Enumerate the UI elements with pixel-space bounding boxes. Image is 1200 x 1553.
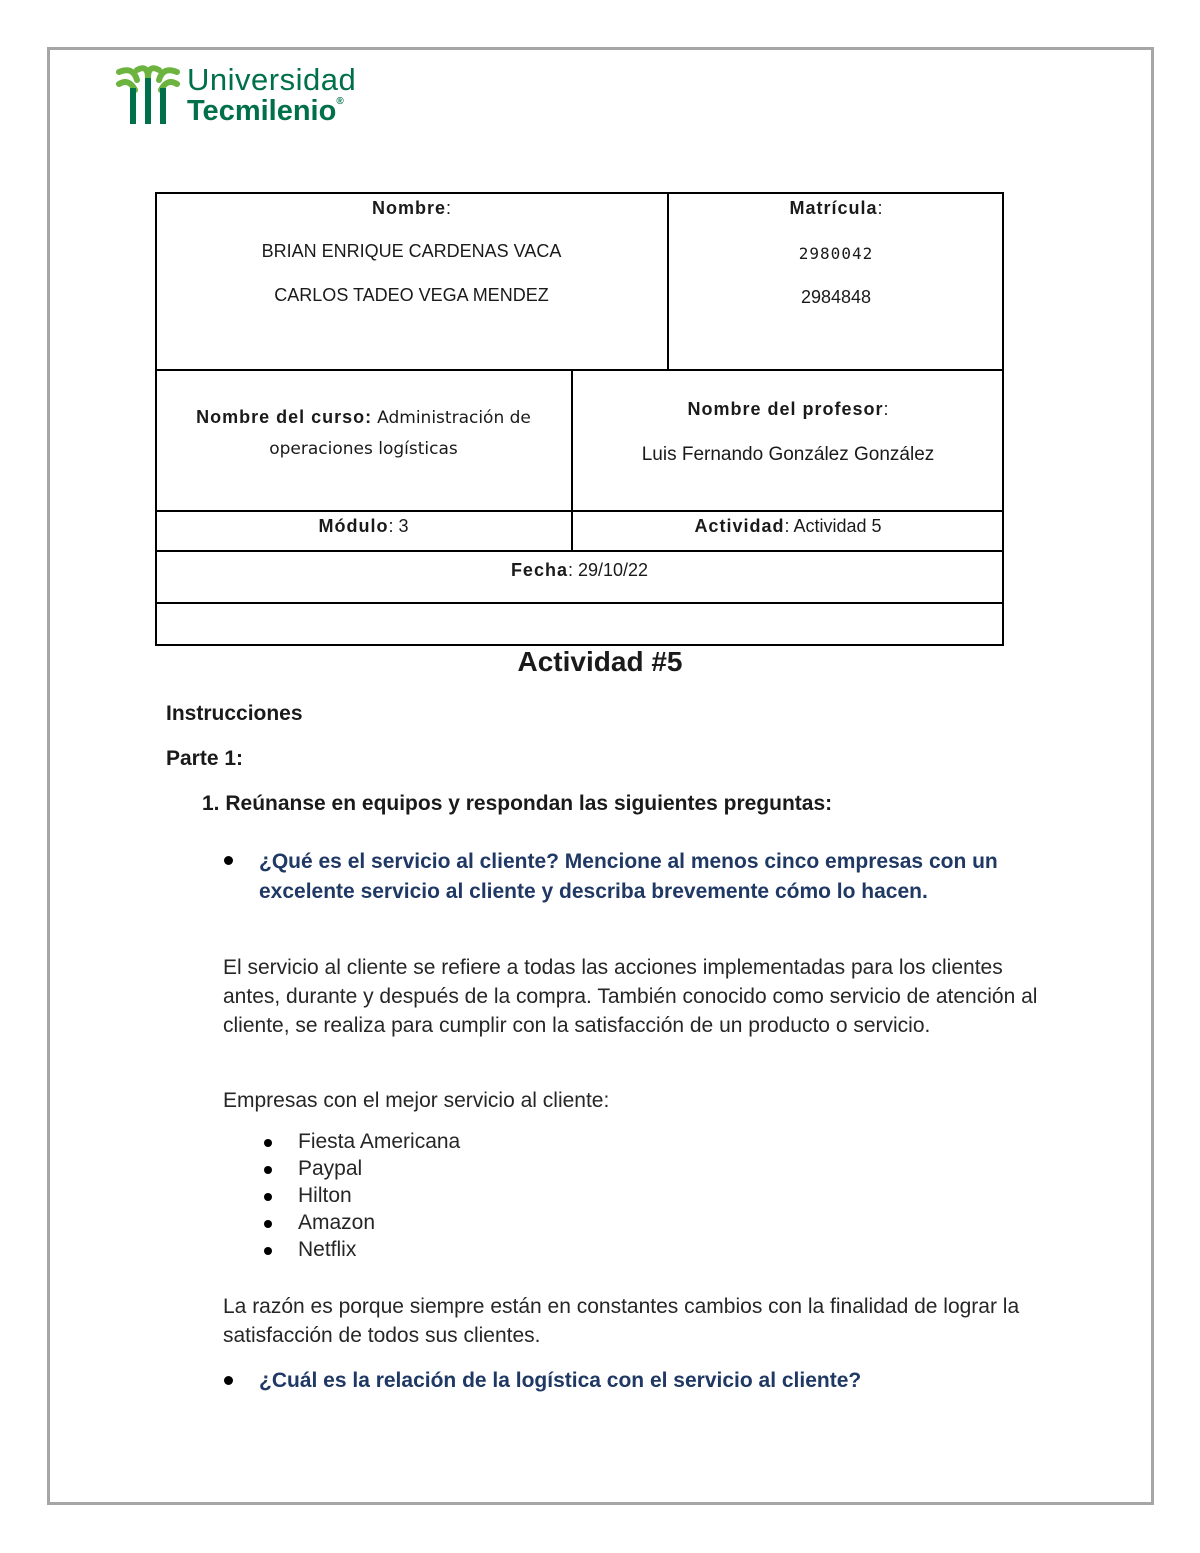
date-value: 29/10/22 [577,560,649,580]
tecmilenio-leaf-icon [115,64,181,126]
course-cell [155,370,572,511]
course-name-1: Administración de [377,408,531,428]
logo-university-text: Universidad [187,62,357,97]
activity-cell: Actividad: Actividad 5 [694,516,882,536]
names-cell: Nombre: BRIAN ENRIQUE CARDENAS VACA CARLOS TADEO VEGA MENDEZ [155,192,668,370]
question-2: ¿Cuál es la relación de la logística con el servicio al cliente? [259,1369,862,1392]
bullet-icon [264,1220,272,1228]
companies-list [264,1128,460,1263]
university-logo [115,64,356,126]
module-value: 3 [398,516,409,536]
list-item: Netflix [264,1236,460,1263]
matricula-cell: Matrícula: 2980042 2984848 [668,192,1004,370]
bullet-icon [264,1247,272,1255]
list-item: Amazon [264,1209,460,1236]
actividad-label: Actividad [694,516,785,536]
list-item: Paypal [264,1155,460,1182]
professor-name: Luis Fernando González González [641,444,935,465]
numbered-instruction: 1. Reúnanse en equipos y respondan las siguientes preguntas: [202,792,833,815]
profesor-label: Nombre del profesor [687,399,884,419]
bullet-icon [264,1166,272,1174]
date-cell: Fecha: 29/10/22 [510,560,649,580]
fecha-label: Fecha [510,560,568,580]
list-item: Fiesta Americana [264,1128,460,1155]
bullet-icon [224,1376,233,1385]
part-heading: Parte 1: [166,747,244,770]
module-cell: Módulo: 3 [318,516,409,536]
instructions-heading: Instrucciones [166,702,303,725]
professor-cell: Nombre del profesor: Luis Fernando González González [572,370,1004,511]
matricula-2: 2984848 [800,287,872,307]
student-name-1: BRIAN ENRIQUE CARDENAS VACA [261,241,562,261]
logo-tecmilenio-text: Tecmilenio® [187,95,344,127]
activity-value: Actividad 5 [793,516,882,536]
student-info-table [155,192,1004,646]
answer-paragraph: El servicio al cliente se refiere a todas las acciones implementadas para los clientes antes, durante y después de la compra. También conocido como servicio de atención al cliente, se realiza para cumplir con la satisfacción de un producto o servicio. [223,956,1038,1037]
matricula-1: 2980042 [798,244,874,263]
list-item: Hilton [264,1182,460,1209]
reason-paragraph: La razón es porque siempre están en constantes cambios con la finalidad de lograr la satisfacción de todos sus clientes. [223,1295,1020,1347]
matricula-label: Matrícula [789,198,878,218]
activity-title: Actividad #5 [517,646,683,677]
modulo-label: Módulo [318,516,389,536]
question-1: ¿Qué es el servicio al cliente? Mencione al menos cinco empresas con un excelente servicio al cliente y describa brevemente cómo lo hacen. [259,850,998,903]
course-name-2: operaciones logísticas [269,439,458,459]
student-name-2: CARLOS TADEO VEGA MENDEZ [274,285,549,305]
bullet-icon [264,1193,272,1201]
companies-intro: Empresas con el mejor servicio al cliente: [223,1089,610,1112]
bullet-icon [224,856,233,865]
nombre-label: Nombre [371,198,446,218]
curso-label: Nombre del curso: [196,407,373,427]
bullet-icon [264,1139,272,1147]
